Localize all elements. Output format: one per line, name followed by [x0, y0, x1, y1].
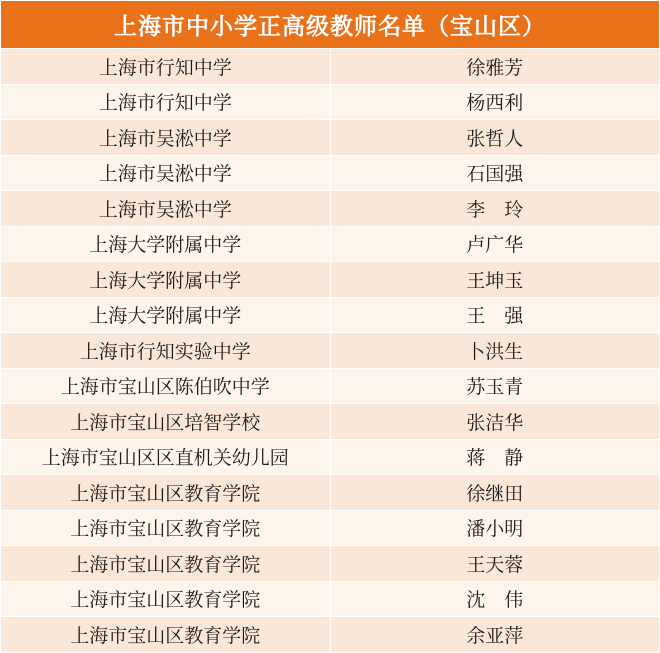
- cell-school: 上海市行知实验中学: [1, 333, 331, 369]
- cell-school: 上海市宝山区培智学校: [1, 404, 331, 440]
- table-row: [1, 581, 660, 617]
- table-row: [1, 404, 660, 440]
- cell-teacher-name: 余亚萍: [330, 617, 660, 653]
- table-row: [1, 49, 660, 85]
- cell-school: 上海市吴淞中学: [1, 120, 331, 156]
- roster-table-body: [1, 1, 660, 653]
- cell-teacher-name: 李 玲: [330, 191, 660, 227]
- cell-teacher-name: 苏玉青: [330, 368, 660, 404]
- cell-school: 上海市宝山区教育学院: [1, 475, 331, 511]
- cell-school: 上海市宝山区区直机关幼儿园: [1, 439, 331, 475]
- cell-school: 上海市宝山区教育学院: [1, 617, 331, 653]
- cell-teacher-name: 杨西利: [330, 84, 660, 120]
- cell-teacher-name: 王坤玉: [330, 262, 660, 298]
- page-title: 上海市中小学正高级教师名单（宝山区）: [1, 1, 660, 49]
- cell-school: 上海市宝山区陈伯吹中学: [1, 368, 331, 404]
- table-row: [1, 439, 660, 475]
- cell-teacher-name: 张哲人: [330, 120, 660, 156]
- table-row: [1, 475, 660, 511]
- cell-school: 上海市行知中学: [1, 49, 331, 85]
- cell-school: 上海大学附属中学: [1, 226, 331, 262]
- cell-school: 上海市宝山区教育学院: [1, 546, 331, 582]
- table-row: [1, 155, 660, 191]
- table-row: [1, 84, 660, 120]
- cell-teacher-name: 潘小明: [330, 510, 660, 546]
- table-row: [1, 333, 660, 369]
- table-row: [1, 191, 660, 227]
- table-row: [1, 297, 660, 333]
- table-title-row: [1, 1, 660, 49]
- cell-school: 上海市宝山区教育学院: [1, 510, 331, 546]
- cell-school: 上海市宝山区教育学院: [1, 581, 331, 617]
- cell-teacher-name: 卜洪生: [330, 333, 660, 369]
- cell-teacher-name: 徐继田: [330, 475, 660, 511]
- table-row: [1, 120, 660, 156]
- cell-teacher-name: 石国强: [330, 155, 660, 191]
- cell-teacher-name: 王 强: [330, 297, 660, 333]
- table-row: [1, 262, 660, 298]
- cell-school: 上海大学附属中学: [1, 262, 331, 298]
- cell-teacher-name: 卢广华: [330, 226, 660, 262]
- cell-school: 上海市吴淞中学: [1, 191, 331, 227]
- cell-school: 上海市行知中学: [1, 84, 331, 120]
- cell-school: 上海大学附属中学: [1, 297, 331, 333]
- cell-teacher-name: 沈 伟: [330, 581, 660, 617]
- cell-teacher-name: 张洁华: [330, 404, 660, 440]
- table-row: [1, 368, 660, 404]
- cell-teacher-name: 王天蓉: [330, 546, 660, 582]
- table-row: [1, 510, 660, 546]
- table-row: [1, 226, 660, 262]
- cell-teacher-name: 徐雅芳: [330, 49, 660, 85]
- table-row: [1, 546, 660, 582]
- table-row: [1, 617, 660, 653]
- cell-school: 上海市吴淞中学: [1, 155, 331, 191]
- cell-teacher-name: 蒋 静: [330, 439, 660, 475]
